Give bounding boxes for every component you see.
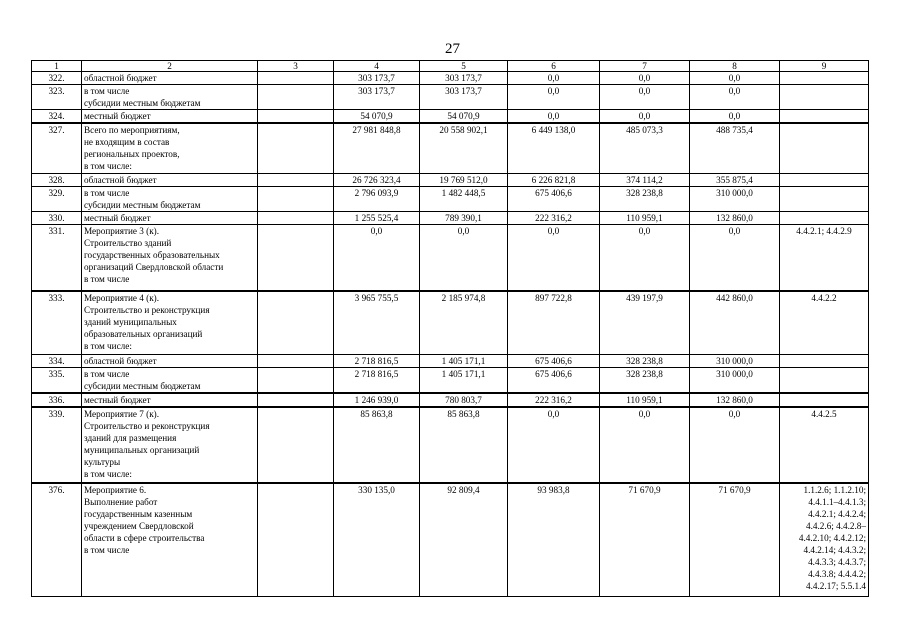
column-8-value: 488 735,4 (690, 123, 780, 174)
column-6-value: 6 449 138,0 (508, 123, 600, 174)
column-8-value: 0,0 (690, 110, 780, 124)
table-row (32, 123, 869, 174)
column-5-value: 789 390,1 (420, 212, 508, 225)
column-6-value: 675 406,6 (508, 187, 600, 212)
column-5-value: 0,0 (420, 225, 508, 292)
target-indicators (780, 72, 869, 85)
table-row (32, 355, 869, 368)
column-7-value: 328 238,8 (600, 187, 690, 212)
column-5-value: 54 070,9 (420, 110, 508, 124)
column-6-value: 222 316,2 (508, 212, 600, 225)
column-8-value: 0,0 (690, 407, 780, 483)
row-number: 333. (32, 291, 82, 355)
row-number: 376. (32, 483, 82, 597)
column-7-value: 439 197,9 (600, 291, 690, 355)
column-8-value: 0,0 (690, 225, 780, 292)
row-name: Мероприятие 7 (к). Строительство и реконструкция зданий для размещения муниципальных организаций культуры в том числе: (82, 407, 258, 483)
column-6-value: 675 406,6 (508, 368, 600, 394)
row-number: 330. (32, 212, 82, 225)
column-4-value: 27 981 848,8 (334, 123, 420, 174)
column-number: 6 (508, 61, 600, 72)
row-number: 322. (32, 72, 82, 85)
column-3-cell (258, 187, 334, 212)
column-4-value: 1 255 525,4 (334, 212, 420, 225)
column-3-cell (258, 123, 334, 174)
column-8-value: 132 860,0 (690, 393, 780, 407)
column-number: 7 (600, 61, 690, 72)
column-number: 3 (258, 61, 334, 72)
column-8-value: 71 670,9 (690, 483, 780, 597)
target-indicators (780, 212, 869, 225)
column-number-row (32, 61, 869, 72)
table-row (32, 187, 869, 212)
row-number: 323. (32, 85, 82, 110)
column-8-value: 355 875,4 (690, 174, 780, 187)
row-name: областной бюджет (82, 72, 258, 85)
table-row (32, 393, 869, 407)
table-row (32, 72, 869, 85)
column-3-cell (258, 483, 334, 597)
table-row (32, 110, 869, 124)
column-4-value: 0,0 (334, 225, 420, 292)
column-6-value: 0,0 (508, 85, 600, 110)
column-6-value: 675 406,6 (508, 355, 600, 368)
column-8-value: 442 860,0 (690, 291, 780, 355)
column-number: 1 (32, 61, 82, 72)
row-name: Мероприятие 4 (к). Строительство и реконструкция зданий муниципальных образовательных организаций в том числе: (82, 291, 258, 355)
row-name: Мероприятие 3 (к). Строительство зданий государственных образовательных организаций Свердловской области в том числе (82, 225, 258, 292)
table-row (32, 407, 869, 483)
column-5-value: 1 482 448,5 (420, 187, 508, 212)
column-4-value: 330 135,0 (334, 483, 420, 597)
row-name: Мероприятие 6. Выполнение работ государственным казенным учреждением Свердловской области в сфере строительства в том числе (82, 483, 258, 597)
row-number: 324. (32, 110, 82, 124)
column-3-cell (258, 212, 334, 225)
column-8-value: 0,0 (690, 72, 780, 85)
column-5-value: 303 173,7 (420, 85, 508, 110)
column-number: 4 (334, 61, 420, 72)
column-6-value: 897 722,8 (508, 291, 600, 355)
table-row (32, 174, 869, 187)
column-number: 2 (82, 61, 258, 72)
page-number: 27 (445, 41, 460, 57)
column-7-value: 0,0 (600, 407, 690, 483)
column-3-cell (258, 355, 334, 368)
column-7-value: 110 959,1 (600, 212, 690, 225)
column-8-value: 310 000,0 (690, 355, 780, 368)
column-7-value: 328 238,8 (600, 368, 690, 394)
target-indicators (780, 110, 869, 124)
target-indicators: 1.1.2.6; 1.1.2.10; 4.4.1.1–4.4.1.3; 4.4.2.1; 4.4.2.4; 4.4.2.6; 4.4.2.8– 4.4.2.10; 4.4.2.12; 4.4.2.14; 4.4.3.2; 4.4.3.3; 4.4.3.7; 4.4.3.8; 4.4.4.2; 4.4.2.17; 5.5.1.4 (780, 483, 869, 597)
column-number: 8 (690, 61, 780, 72)
row-number: 334. (32, 355, 82, 368)
column-5-value: 85 863,8 (420, 407, 508, 483)
column-8-value: 132 860,0 (690, 212, 780, 225)
column-3-cell (258, 85, 334, 110)
row-name: в том числе субсидии местным бюджетам (82, 187, 258, 212)
column-3-cell (258, 393, 334, 407)
target-indicators: 4.4.2.2 (780, 291, 869, 355)
column-6-value: 93 983,8 (508, 483, 600, 597)
column-4-value: 2 718 816,5 (334, 368, 420, 394)
target-indicators (780, 187, 869, 212)
table-row (32, 483, 869, 597)
column-3-cell (258, 110, 334, 124)
column-8-value: 0,0 (690, 85, 780, 110)
row-number: 331. (32, 225, 82, 292)
column-3-cell (258, 72, 334, 85)
column-4-value: 1 246 939,0 (334, 393, 420, 407)
column-5-value: 1 405 171,1 (420, 368, 508, 394)
column-number: 9 (780, 61, 869, 72)
column-4-value: 2 796 093,9 (334, 187, 420, 212)
row-number: 336. (32, 393, 82, 407)
column-7-value: 374 114,2 (600, 174, 690, 187)
row-name: местный бюджет (82, 212, 258, 225)
row-name: в том числе субсидии местным бюджетам (82, 368, 258, 394)
table-row (32, 368, 869, 394)
column-5-value: 2 185 974,8 (420, 291, 508, 355)
target-indicators (780, 123, 869, 174)
row-name: областной бюджет (82, 355, 258, 368)
column-4-value: 85 863,8 (334, 407, 420, 483)
column-6-value: 0,0 (508, 407, 600, 483)
column-7-value: 0,0 (600, 72, 690, 85)
target-indicators: 4.4.2.5 (780, 407, 869, 483)
column-5-value: 303 173,7 (420, 72, 508, 85)
column-8-value: 310 000,0 (690, 187, 780, 212)
column-4-value: 26 726 323,4 (334, 174, 420, 187)
row-name: местный бюджет (82, 110, 258, 124)
target-indicators (780, 355, 869, 368)
column-3-cell (258, 407, 334, 483)
column-7-value: 71 670,9 (600, 483, 690, 597)
column-4-value: 303 173,7 (334, 72, 420, 85)
table-row (32, 225, 869, 292)
column-5-value: 1 405 171,1 (420, 355, 508, 368)
column-6-value: 222 316,2 (508, 393, 600, 407)
column-3-cell (258, 225, 334, 292)
column-5-value: 780 803,7 (420, 393, 508, 407)
row-name: местный бюджет (82, 393, 258, 407)
row-number: 327. (32, 123, 82, 174)
row-number: 339. (32, 407, 82, 483)
column-number: 5 (420, 61, 508, 72)
column-7-value: 0,0 (600, 225, 690, 292)
column-7-value: 0,0 (600, 85, 690, 110)
column-8-value: 310 000,0 (690, 368, 780, 394)
target-indicators (780, 393, 869, 407)
row-number: 328. (32, 174, 82, 187)
target-indicators (780, 174, 869, 187)
column-3-cell (258, 368, 334, 394)
target-indicators (780, 85, 869, 110)
column-5-value: 92 809,4 (420, 483, 508, 597)
row-name: Всего по мероприятиям, не входящим в состав региональных проектов, в том числе: (82, 123, 258, 174)
row-number: 335. (32, 368, 82, 394)
column-4-value: 303 173,7 (334, 85, 420, 110)
table-row (32, 291, 869, 355)
column-7-value: 110 959,1 (600, 393, 690, 407)
column-7-value: 485 073,3 (600, 123, 690, 174)
row-name: в том числе субсидии местным бюджетам (82, 85, 258, 110)
column-3-cell (258, 291, 334, 355)
column-6-value: 6 226 821,8 (508, 174, 600, 187)
table-row (32, 85, 869, 110)
row-name: областной бюджет (82, 174, 258, 187)
column-3-cell (258, 174, 334, 187)
target-indicators: 4.4.2.1; 4.4.2.9 (780, 225, 869, 292)
row-number: 329. (32, 187, 82, 212)
column-4-value: 2 718 816,5 (334, 355, 420, 368)
column-4-value: 54 070,9 (334, 110, 420, 124)
column-5-value: 20 558 902,1 (420, 123, 508, 174)
column-5-value: 19 769 512,0 (420, 174, 508, 187)
table-row (32, 212, 869, 225)
column-6-value: 0,0 (508, 110, 600, 124)
column-4-value: 3 965 755,5 (334, 291, 420, 355)
column-6-value: 0,0 (508, 225, 600, 292)
column-6-value: 0,0 (508, 72, 600, 85)
budget-table (31, 60, 869, 597)
target-indicators (780, 368, 869, 394)
column-7-value: 0,0 (600, 110, 690, 124)
column-7-value: 328 238,8 (600, 355, 690, 368)
